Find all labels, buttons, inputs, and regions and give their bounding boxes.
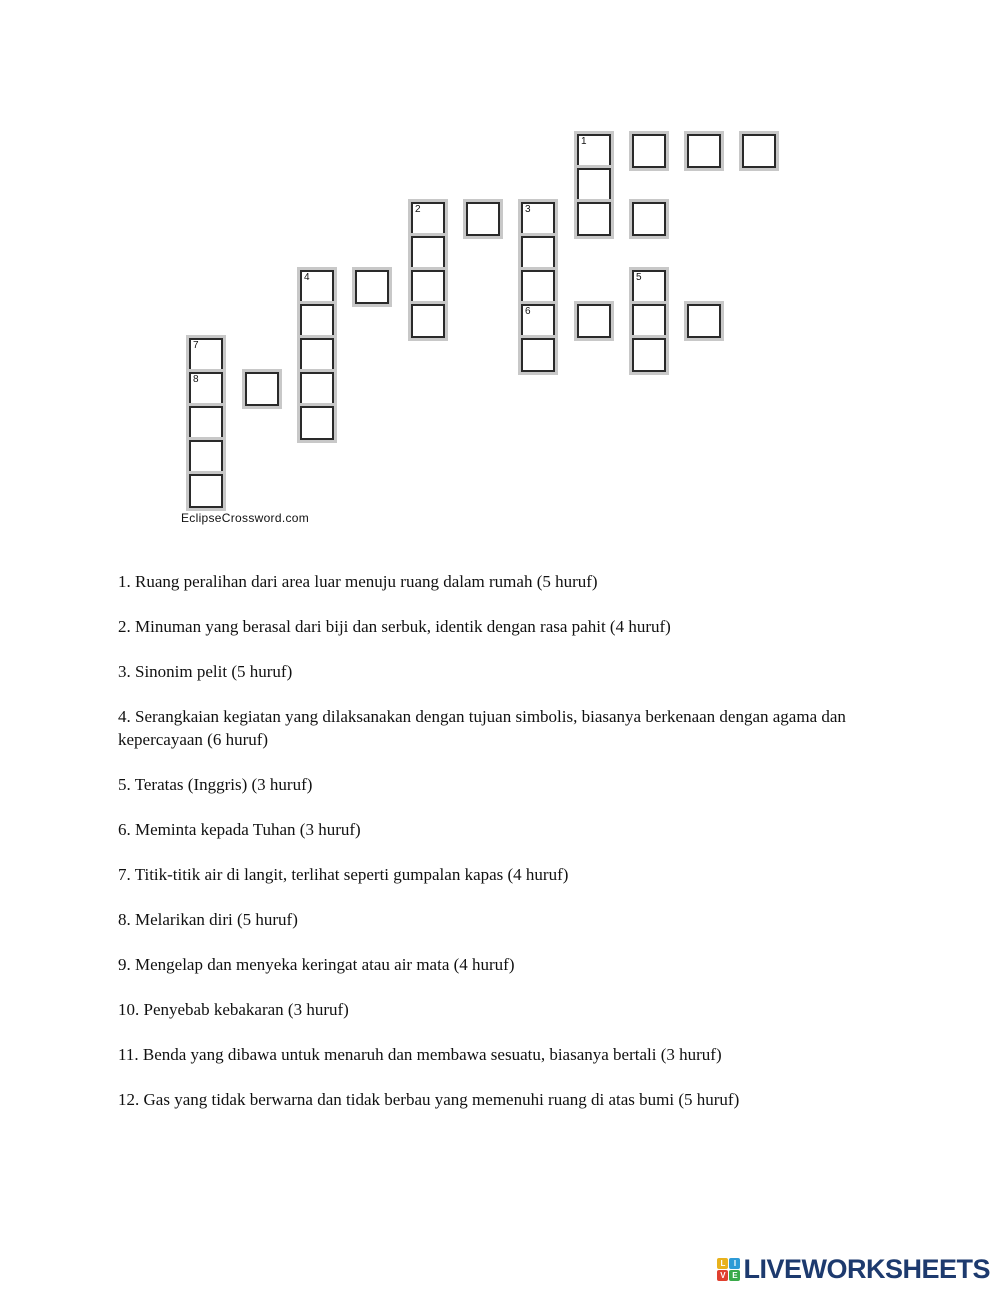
crossword-cell[interactable]	[189, 474, 223, 508]
crossword-cell[interactable]	[577, 202, 611, 236]
logo-block-e: E	[729, 1270, 740, 1281]
crossword-cell[interactable]	[300, 406, 334, 440]
clue-item: 7. Titik-titik air di langit, terlihat seperti gumpalan kapas (4 huruf)	[118, 865, 569, 884]
clue-number: 5	[636, 272, 642, 283]
crossword-cell[interactable]	[245, 372, 279, 406]
crossword-cell[interactable]	[466, 202, 500, 236]
crossword-cell[interactable]	[521, 338, 555, 372]
crossword-cell[interactable]	[521, 236, 555, 270]
crossword-cell[interactable]	[355, 270, 389, 304]
crossword-cell[interactable]	[411, 270, 445, 304]
logo-text: LIVEWORKSHEETS	[743, 1253, 990, 1284]
crossword-cell[interactable]	[632, 134, 666, 168]
crossword-cell[interactable]	[300, 338, 334, 372]
crossword-cell[interactable]	[521, 202, 555, 236]
logo-block-v: V	[717, 1270, 728, 1281]
clue-number: 2	[415, 204, 421, 215]
liveworksheets-logo	[717, 1252, 990, 1286]
crossword-cell[interactable]	[577, 134, 611, 168]
crossword-cell[interactable]	[521, 270, 555, 304]
clue-number: 1	[581, 136, 587, 147]
crossword-cell[interactable]	[300, 270, 334, 304]
clue-list	[118, 570, 888, 1133]
clue-item: 8. Melarikan diri (5 huruf)	[118, 910, 298, 929]
clue-item: 6. Meminta kepada Tuhan (3 huruf)	[118, 820, 361, 839]
clue-number: 3	[525, 204, 531, 215]
clue-item: 11. Benda yang dibawa untuk menaruh dan membawa sesuatu, biasanya bertali (3 huruf)	[118, 1045, 722, 1064]
crossword-cell[interactable]	[742, 134, 776, 168]
crossword-cell[interactable]	[411, 304, 445, 338]
clue-number: 7	[193, 340, 199, 351]
clue-item: 12. Gas yang tidak berwarna dan tidak berbau yang memenuhi ruang di atas bumi (5 huruf)	[118, 1090, 740, 1109]
clue-number: 6	[525, 306, 531, 317]
clue-item: 9. Mengelap dan menyeka keringat atau air mata (4 huruf)	[118, 955, 515, 974]
crossword-cell[interactable]	[577, 304, 611, 338]
clue-number: 4	[304, 272, 310, 283]
crossword-cell[interactable]	[687, 134, 721, 168]
crossword-cell[interactable]	[411, 236, 445, 270]
crossword-cell[interactable]	[189, 406, 223, 440]
clue-item: 5. Teratas (Inggris) (3 huruf)	[118, 775, 313, 794]
crossword-cell[interactable]	[632, 270, 666, 304]
crossword-cell[interactable]	[577, 168, 611, 202]
logo-block-l: L	[717, 1258, 728, 1269]
crossword-cell[interactable]	[632, 338, 666, 372]
crossword-cell[interactable]	[300, 372, 334, 406]
crossword-cell[interactable]	[632, 304, 666, 338]
clue-item: 2. Minuman yang berasal dari biji dan serbuk, identik dengan rasa pahit (4 huruf)	[118, 617, 671, 636]
crossword-cell[interactable]	[411, 202, 445, 236]
logo-block-i: I	[729, 1258, 740, 1269]
crossword-grid	[0, 0, 1000, 560]
crossword-cell[interactable]	[189, 440, 223, 474]
clue-item: 4. Serangkaian kegiatan yang dilaksanakan dengan tujuan simbolis, biasanya berkenaan dengan agama dan kepercayaan (6 huruf)	[118, 707, 846, 749]
clue-item: 3. Sinonim pelit (5 huruf)	[118, 662, 293, 681]
crossword-credit: EclipseCrossword.com	[181, 511, 310, 525]
live-blocks-icon	[717, 1258, 740, 1281]
clue-item: 10. Penyebab kebakaran (3 huruf)	[118, 1000, 349, 1019]
crossword-cell[interactable]	[300, 304, 334, 338]
clue-number: 8	[193, 374, 199, 385]
crossword-cell[interactable]	[189, 338, 223, 372]
crossword-cell[interactable]	[189, 372, 223, 406]
crossword-cell[interactable]	[632, 202, 666, 236]
clue-item: 1. Ruang peralihan dari area luar menuju ruang dalam rumah (5 huruf)	[118, 572, 598, 591]
crossword-cell[interactable]	[687, 304, 721, 338]
crossword-cell[interactable]	[521, 304, 555, 338]
